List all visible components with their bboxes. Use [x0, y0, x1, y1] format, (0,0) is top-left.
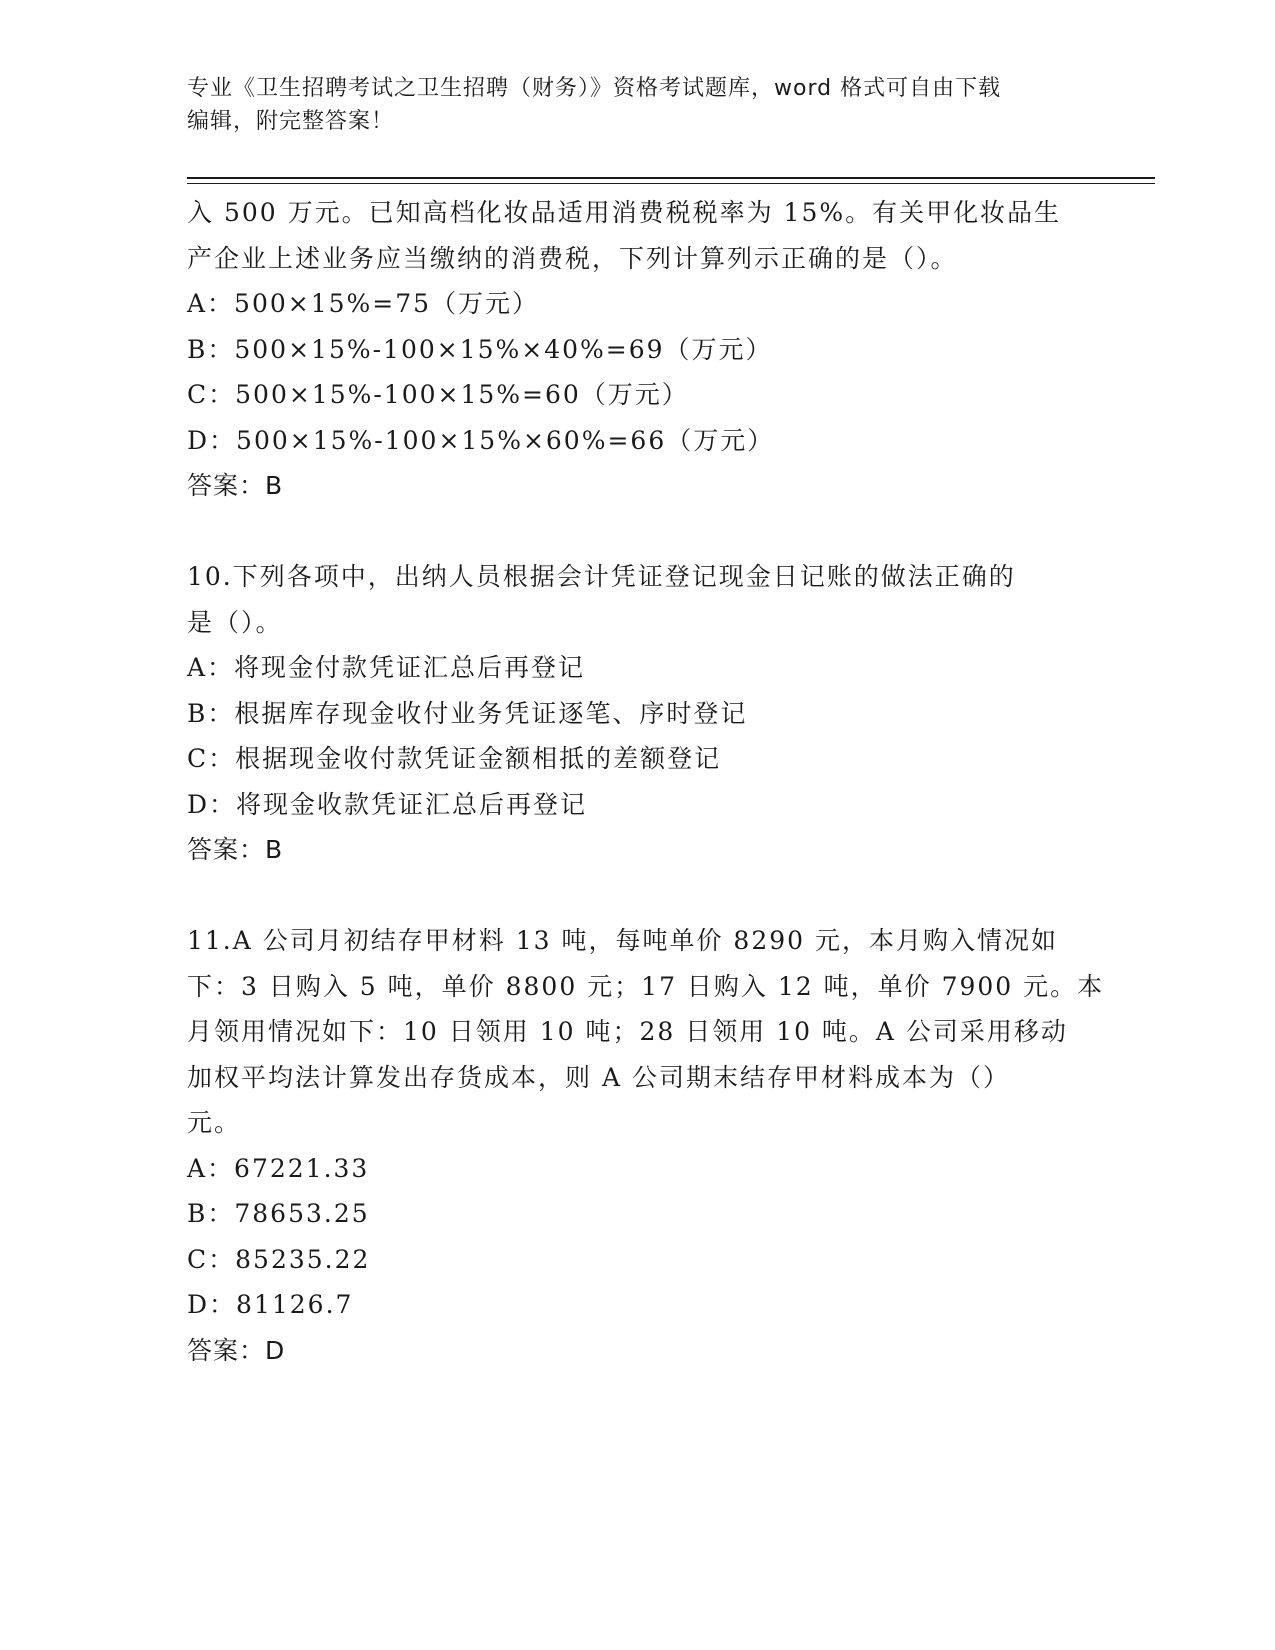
question-stem-line: 元。 — [187, 1108, 242, 1137]
question-block — [187, 554, 1087, 873]
option-d: D：500×15%-100×15%×60%=66（万元） — [187, 425, 775, 455]
option-a: A：500×15%=75（万元） — [187, 289, 540, 318]
question-list — [187, 190, 1105, 1373]
option-b: B：78653.25 — [187, 1199, 370, 1228]
answer-label: 答案：D — [187, 1335, 286, 1365]
option-b: B：500×15%-100×15%×40%=69（万元） — [187, 334, 773, 364]
question-stem-line: 11.A 公司月初结存甲材料 13 吨，每吨单价 8290 元，本月购入情况如 — [187, 926, 1058, 955]
page-header — [187, 72, 1067, 138]
question-stem-line: 10.下列各项中，出纳人员根据会计凭证登记现金日记账的做法正确的 — [187, 562, 1016, 591]
option-c: C：85235.22 — [187, 1244, 371, 1274]
option-d: D：81126.7 — [187, 1290, 354, 1319]
answer-label: 答案：B — [187, 471, 284, 500]
option-a: A：将现金付款凭证汇总后再登记 — [187, 653, 586, 682]
option-a: A：67221.33 — [187, 1153, 370, 1183]
header-divider-thick — [187, 177, 1155, 179]
question-stem-line: 下：3 日购入 5 吨，单价 8800 元；17 日购入 12 吨，单价 7900 元。本 — [187, 971, 1105, 1001]
header-divider-thin — [187, 183, 1155, 184]
option-c: C：根据现金收付款凭证金额相抵的差额登记 — [187, 744, 722, 773]
option-d: D：将现金收款凭证汇总后再登记 — [187, 789, 588, 819]
question-stem-line: 加权平均法计算发出存货成本，则 A 公司期末结存甲材料成本为（） — [187, 1062, 1010, 1092]
header-line: 专业《卫生招聘考试之卫生招聘（财务）》资格考试题库，word 格式可自由下载 — [187, 76, 1002, 101]
question-stem-line: 入 500 万元。已知高档化妆品适用消费税税率为 15%。有关甲化妆品生 — [187, 198, 1062, 227]
question-block — [187, 190, 1087, 509]
option-b: B：根据库存现金收付业务凭证逐笔、序时登记 — [187, 698, 748, 728]
question-block — [187, 918, 1105, 1373]
question-stem-line: 月领用情况如下：10 日领用 10 吨；28 日领用 10 吨。A 公司采用移动 — [187, 1017, 1068, 1046]
question-stem-line: 是（）。 — [187, 607, 283, 637]
spacer — [187, 873, 1087, 919]
option-c: C：500×15%-100×15%=60（万元） — [187, 380, 689, 409]
spacer — [187, 509, 1087, 555]
answer-label: 答案：B — [187, 835, 284, 864]
header-line: 编辑，附完整答案！ — [187, 109, 395, 134]
question-stem-line: 产企业上述业务应当缴纳的消费税，下列计算列示正确的是（）。 — [187, 243, 958, 273]
